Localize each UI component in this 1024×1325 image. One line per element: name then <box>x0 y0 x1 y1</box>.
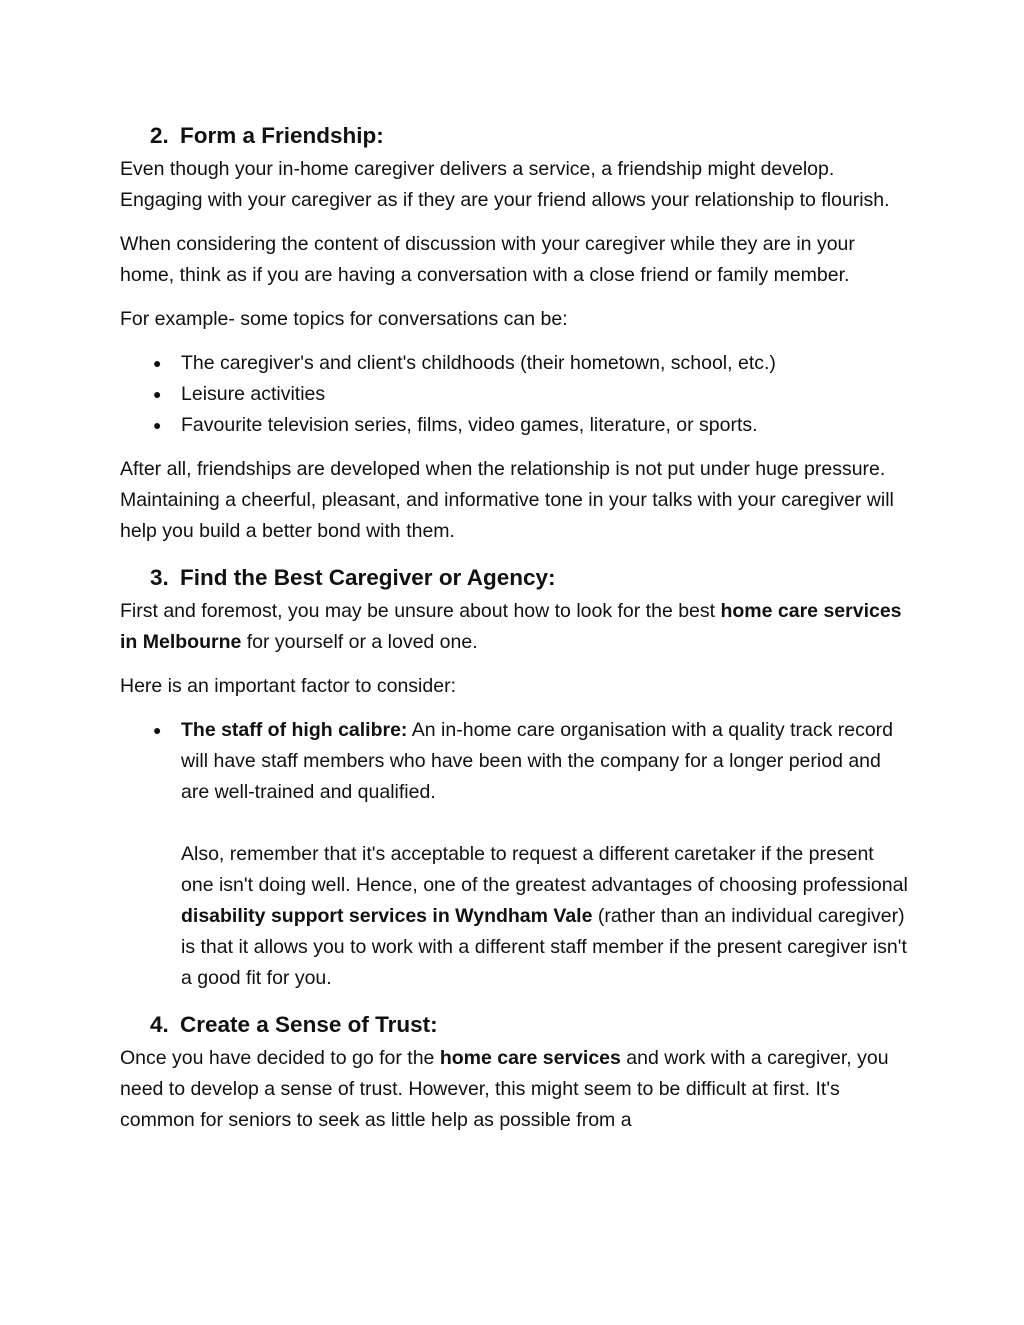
topics-list <box>120 348 910 441</box>
factor-list <box>120 715 910 994</box>
spacer <box>181 808 910 839</box>
text-run: First and foremost, you may be unsure about how to look for the best <box>120 600 721 622</box>
list-item <box>120 410 910 441</box>
section-title: Create a Sense of Trust: <box>180 1012 438 1037</box>
list-item-text: The caregiver's and client's childhoods (their hometown, school, etc.) <box>181 352 776 374</box>
section-heading-trust <box>120 1007 910 1043</box>
section-title: Form a Friendship: <box>180 123 384 148</box>
section-number: 4. <box>150 1012 169 1037</box>
bold-phrase: home care services <box>439 1047 621 1069</box>
paragraph: For example- some topics for conversations can be: <box>120 308 568 330</box>
paragraph <box>120 596 910 658</box>
section-number: 3. <box>150 565 169 590</box>
bold-phrase: disability support services in Wyndham Vale <box>181 905 593 927</box>
paragraph: Even though your in-home caregiver delivers a service, a friendship might develop. Engaging with your caregiver as if they are your friend allows your relationship to flourish. <box>120 158 890 211</box>
paragraph: After all, friendships are developed when the relationship is not put under huge pressure. Maintaining a cheerful, pleasant, and informative tone in your talks with your caregiver will help you build a better bond with them. <box>120 458 894 542</box>
bold-phrase: The staff of high calibre: <box>181 719 408 741</box>
list-item <box>120 715 910 994</box>
list-item <box>120 379 910 410</box>
bullet-icon: ● <box>153 417 162 433</box>
text-run: An in-home care organisation with a quality track record will have staff members who have been with the company for a longer period and are well-trained and qualified. <box>181 719 894 803</box>
section-heading-caregiver-agency <box>120 560 910 596</box>
section-title: Find the Best Caregiver or Agency: <box>180 565 556 590</box>
text-run: for yourself or a loved one. <box>241 631 478 653</box>
bold-phrase: home care services in Melbourne <box>120 600 902 653</box>
section-heading-friendship <box>120 118 910 154</box>
bullet-icon: ● <box>153 722 162 738</box>
document-page <box>120 118 910 1149</box>
text-run: Once you have decided to go for the <box>120 1047 440 1069</box>
text-run: and work with a caregiver, you need to develop a sense of trust. However, this might seem to be difficult at first. It's common for seniors to seek as little help as possible from a <box>120 1047 889 1131</box>
bullet-icon: ● <box>153 355 162 371</box>
paragraph: Here is an important factor to consider: <box>120 675 456 697</box>
list-item-text: Favourite television series, films, video games, literature, or sports. <box>181 414 758 436</box>
list-item <box>120 348 910 379</box>
bullet-icon: ● <box>153 386 162 402</box>
list-item-text: Leisure activities <box>181 383 326 405</box>
text-run: Also, remember that it's acceptable to request a different caretaker if the present one isn't doing well. Hence, one of the greatest advantages of choosing professional <box>181 843 908 896</box>
section-number: 2. <box>150 123 169 148</box>
paragraph <box>120 1043 910 1136</box>
paragraph: When considering the content of discussion with your caregiver while they are in your home, think as if you are having a conversation with a close friend or family member. <box>120 233 855 286</box>
text-run: (rather than an individual caregiver) is that it allows you to work with a different staff member if the present caregiver isn't a good fit for you. <box>181 905 907 989</box>
list-item-paragraph <box>181 839 910 994</box>
